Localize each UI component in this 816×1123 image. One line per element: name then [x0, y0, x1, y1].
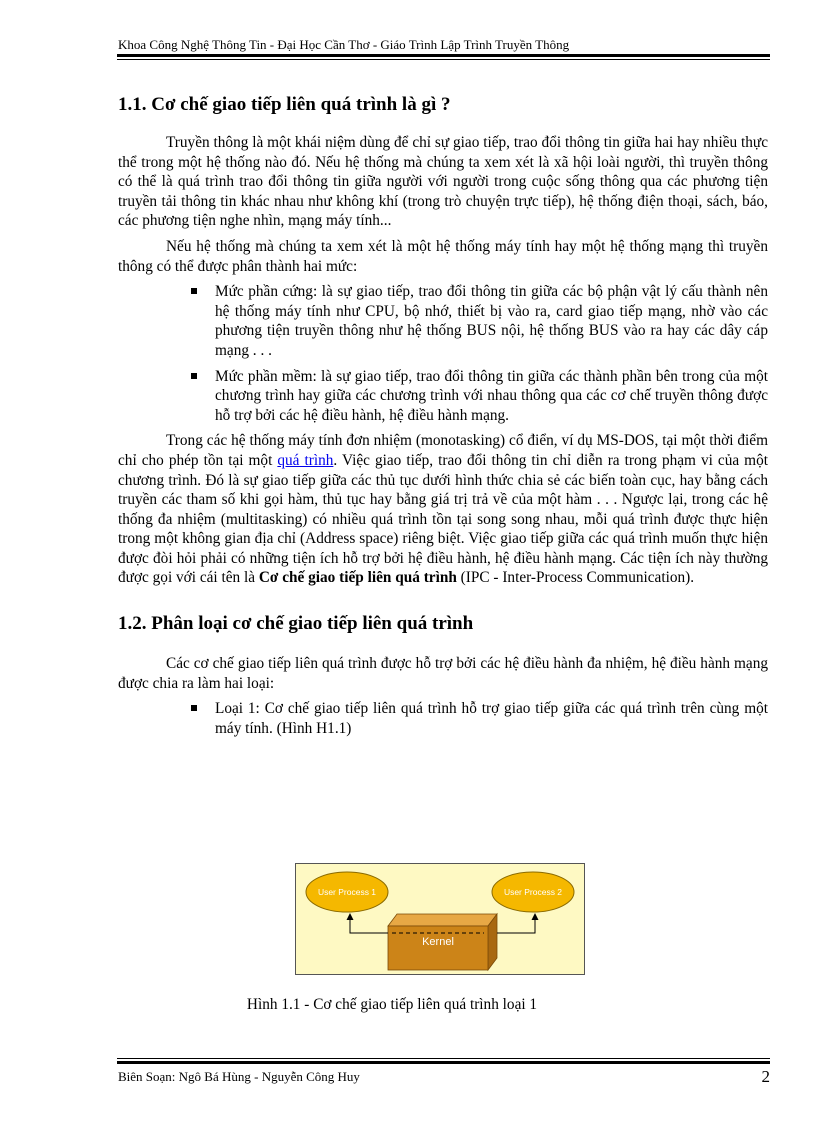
user-process-2-label: User Process 2 — [503, 887, 563, 897]
section-1-paragraph-3 — [118, 431, 768, 588]
section-2-paragraph-1: Các cơ chế giao tiếp liên quá trình được hỗ trợ bởi các hệ điều hành đa nhiệm, hệ điều hành mạng được chia ra làm hai loại: — [118, 655, 768, 692]
page-header: Khoa Công Nghệ Thông Tin - Đại Học Cần Thơ - Giáo Trình Lập Trình Truyền Thông — [118, 37, 570, 52]
section-2-bullet-list — [118, 699, 768, 738]
figure-caption — [0, 995, 816, 1015]
bullet-icon — [191, 373, 197, 379]
bullet-icon — [191, 288, 197, 294]
section-1-title: 1.1. Cơ chế giao tiếp liên quá trình là gì ? — [118, 94, 451, 115]
figure-caption-text: Hình 1.1 - Cơ chế giao tiếp liên quá trình loại 1 — [246, 996, 538, 1013]
document-body — [118, 93, 768, 744]
paragraph-text: . Việc giao tiếp, trao đổi thông tin chỉ diễn ra trong phạm vi của một chương trình. Đó là sự giao tiếp giữa các thủ tục dưới hình thức chia sẻ các biến toàn cục, hay bằng cách truyền các tham số khi gọi hàm, thủ tục hay bằng giá trị trả về của một hàm . . . Ngược lại, trong các hệ thống đa nhiệm (multitasking) có nhiều quá trình tồn tại song song nhau, mỗi quá trình được thực hiện trong một không gian địa chỉ (Address space) riêng biệt. Việc giao tiếp giữa các quá trình muốn thực hiện được đòi hỏi phải có những tiện ích hỗ trợ bởi hệ điều hành, hệ điều hành mạng. Các tiện ích này thường được gọi với cái tên là — [118, 451, 768, 587]
header-rule-thin — [117, 59, 770, 60]
paragraph-text: (IPC - Inter-Process Communication). — [456, 569, 695, 587]
user-process-1-label: User Process 1 — [317, 887, 377, 897]
ipc-term-bold: Cơ chế giao tiếp liên quá trình — [258, 569, 457, 587]
ipc-diagram — [295, 863, 585, 975]
list-item — [186, 282, 768, 360]
ipc-diagram-svg — [295, 863, 585, 975]
list-item — [186, 367, 768, 426]
list-item-text: Mức phần cứng: là sự giao tiếp, trao đổi thông tin giữa các bộ phận vật lý cấu thành nên hệ thống máy tính như CPU, bộ nhớ, thiết bị vào ra, card giao tiếp mạng, nhờ vào các phương tiện truyền thông như hệ thống BUS nội, hệ thống BUS vào ra hay các dây cáp mạng . . . — [215, 283, 768, 359]
section-1-bullet-list — [118, 282, 768, 425]
page-number: 2 — [761, 1067, 770, 1086]
section-1-paragraph-2: Nếu hệ thống mà chúng ta xem xét là một hệ thống máy tính hay một hệ thống mạng thì truyền thông có thể được phân thành hai mức: — [118, 237, 768, 275]
list-item — [186, 699, 768, 738]
paragraph-text: Trong các hệ thống máy tính đơn nhiệm (monotasking) cổ điển, ví dụ MS-DOS, tại một thời điểm chỉ cho phép tồn tại một — [118, 432, 768, 469]
process-link[interactable]: quá trình — [277, 451, 334, 469]
bullet-icon — [191, 705, 197, 711]
header-rule-thick — [117, 54, 770, 57]
footer-rule-thick — [117, 1061, 770, 1064]
list-item-text: Loại 1: Cơ chế giao tiếp liên quá trình hỗ trợ giao tiếp giữa các quá trình trên cùng một máy tính. (Hình H1.1) — [215, 700, 768, 737]
footer-rule-thin — [117, 1058, 770, 1059]
footer-author: Biên Soạn: Ngô Bá Hùng - Nguyễn Công Huy — [118, 1069, 360, 1084]
list-item-text: Mức phần mềm: là sự giao tiếp, trao đổi thông tin giữa các thành phần bên trong của một chương trình hay giữa các chương trình với nhau thông qua các cơ chế truyền thông được hỗ trợ bởi các hệ điều hành, hệ điều hành mạng. — [215, 367, 768, 424]
kernel-label: Kernel — [422, 936, 454, 948]
kernel-box-top — [388, 914, 497, 926]
section-2-title: 1.2. Phân loại cơ chế giao tiếp liên quá trình — [118, 613, 474, 635]
section-1-paragraph-1: Truyền thông là một khái niệm dùng để chỉ sự giao tiếp, trao đổi thông tin giữa hai hay nhiều thực thể trong một hệ thống nào đó. Nếu hệ thống mà chúng ta xem xét là xã hội loài người, thì truyền thông có thể là quá trình trao đổi thông tin giữa người với người trong cuộc sống thông qua các phương tiện truyền tải thông tin khác nhau như không khí (trong trò chuyện trực tiếp), hệ thống điện thoại, sách, báo, các phương tiện nghe nhìn, mạng máy tính... — [118, 134, 768, 230]
